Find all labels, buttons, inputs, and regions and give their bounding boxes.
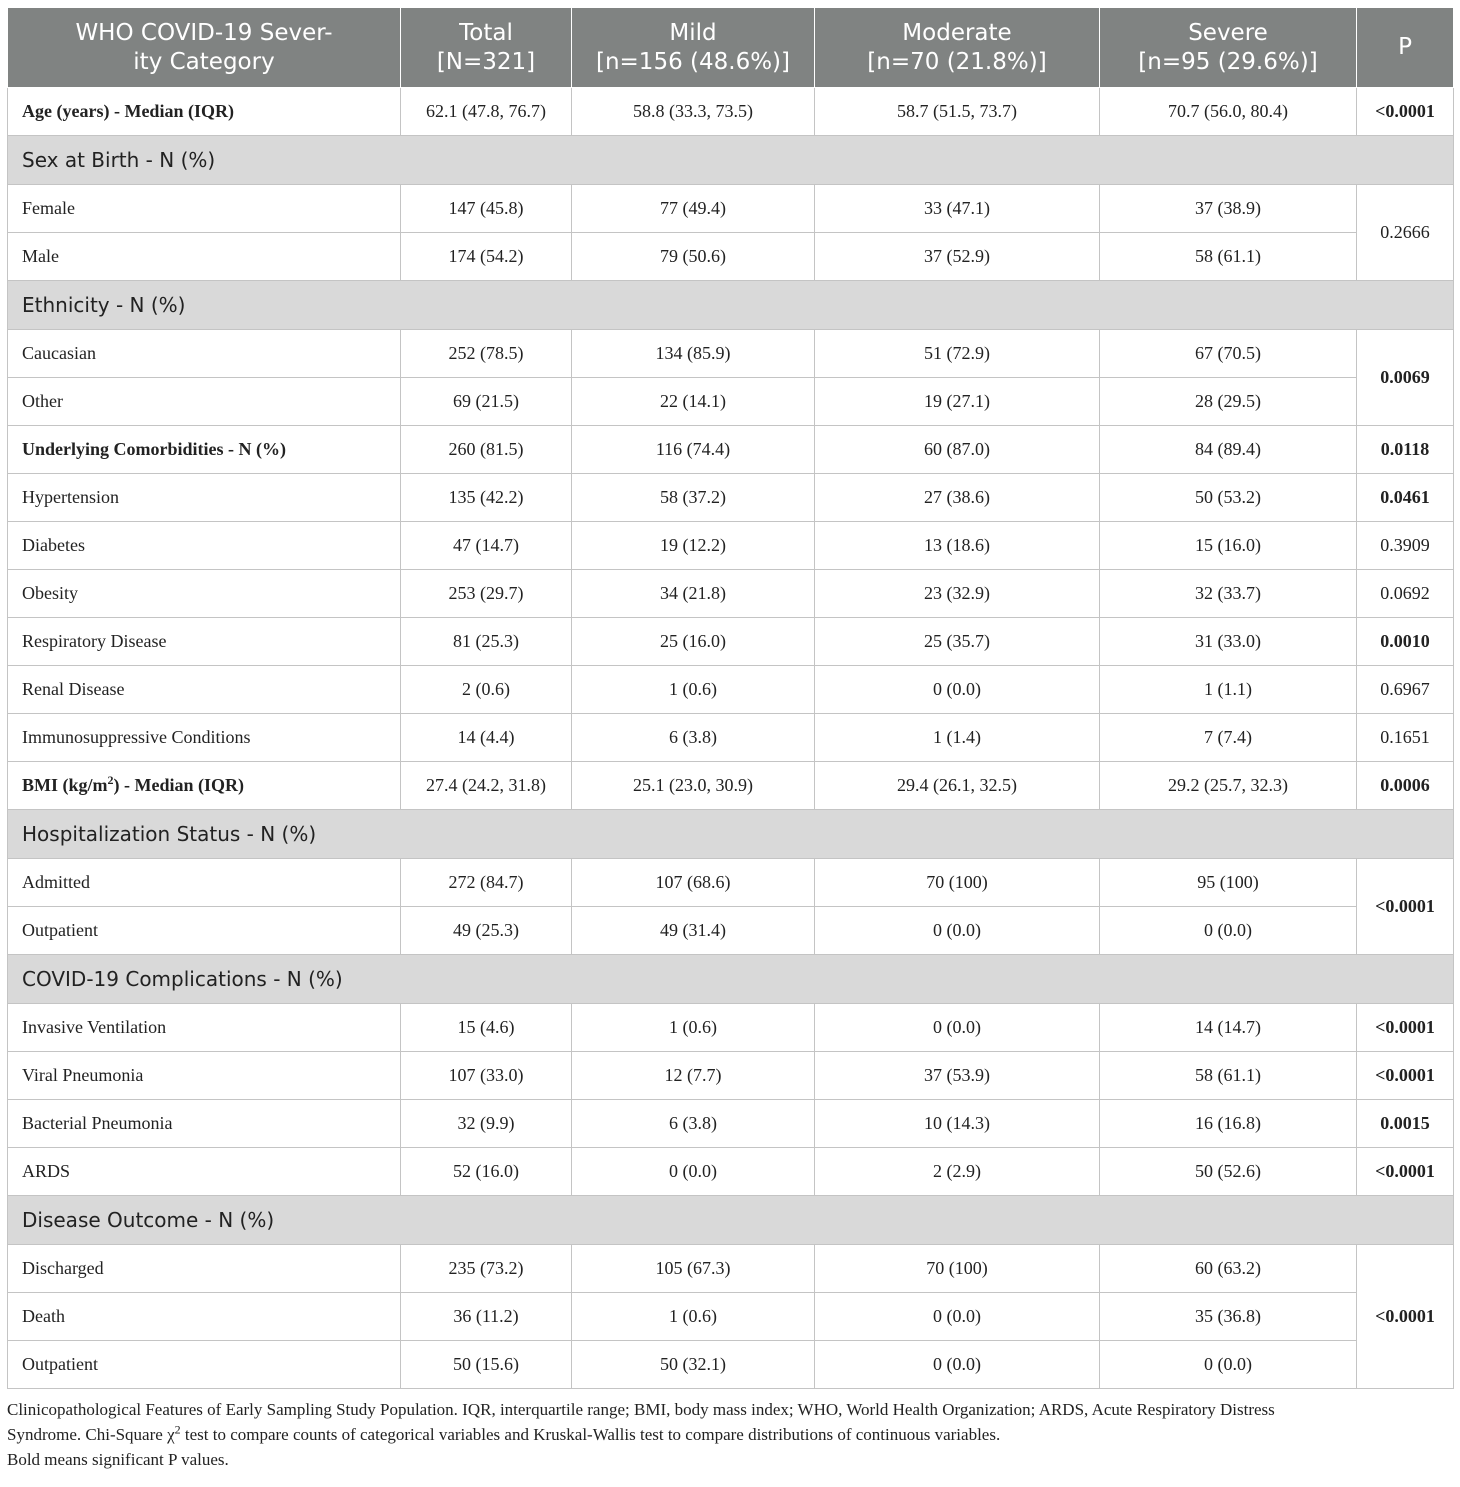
cell-severe: 70.7 (56.0, 80.4) <box>1100 88 1357 136</box>
cell-total: 253 (29.7) <box>401 570 572 618</box>
table-row <box>8 762 1454 810</box>
row-label: Hypertension <box>8 474 401 522</box>
cell-moderate: 0 (0.0) <box>815 1341 1100 1389</box>
cell-moderate: 10 (14.3) <box>815 1100 1100 1148</box>
section-complications: COVID-19 Complications - N (%) <box>8 955 1454 1004</box>
cell-moderate: 51 (72.9) <box>815 330 1100 378</box>
cell-moderate: 37 (52.9) <box>815 233 1100 281</box>
table-container <box>7 7 1453 1472</box>
cell-mild: 58 (37.2) <box>572 474 815 522</box>
cell-moderate: 25 (35.7) <box>815 618 1100 666</box>
cell-total: 49 (25.3) <box>401 907 572 955</box>
table-row <box>8 859 1454 907</box>
row-label: Caucasian <box>8 330 401 378</box>
cell-mild: 134 (85.9) <box>572 330 815 378</box>
header-moderate: Moderate [n=70 (21.8%)] <box>815 8 1100 88</box>
cell-mild: 25 (16.0) <box>572 618 815 666</box>
cell-moderate: 0 (0.0) <box>815 666 1100 714</box>
cell-total: 235 (73.2) <box>401 1245 572 1293</box>
row-label: Diabetes <box>8 522 401 570</box>
table-row <box>8 1004 1454 1052</box>
table-row <box>8 1245 1454 1293</box>
section-row <box>8 955 1454 1004</box>
cell-mild: 0 (0.0) <box>572 1148 815 1196</box>
row-label: Outpatient <box>8 907 401 955</box>
header-total: Total [N=321] <box>401 8 572 88</box>
table-row <box>8 185 1454 233</box>
cell-mild: 6 (3.8) <box>572 1100 815 1148</box>
header-row <box>8 8 1454 88</box>
row-label: Other <box>8 378 401 426</box>
cell-mild: 49 (31.4) <box>572 907 815 955</box>
cell-severe: 35 (36.8) <box>1100 1293 1357 1341</box>
cell-total: 81 (25.3) <box>401 618 572 666</box>
row-label: Female <box>8 185 401 233</box>
cell-total: 62.1 (47.8, 76.7) <box>401 88 572 136</box>
cell-total: 27.4 (24.2, 31.8) <box>401 762 572 810</box>
cell-total: 69 (21.5) <box>401 378 572 426</box>
header-severe: Severe [n=95 (29.6%)] <box>1100 8 1357 88</box>
row-label: Invasive Ventilation <box>8 1004 401 1052</box>
cell-p: <0.0001 <box>1357 1052 1454 1100</box>
table-row <box>8 1293 1454 1341</box>
footnote-line: Bold means significant P values. <box>7 1450 229 1469</box>
cell-p: 0.0069 <box>1357 330 1454 426</box>
cell-p: 0.0015 <box>1357 1100 1454 1148</box>
row-label: Obesity <box>8 570 401 618</box>
cell-severe: 16 (16.8) <box>1100 1100 1357 1148</box>
cell-moderate: 23 (32.9) <box>815 570 1100 618</box>
cell-mild: 12 (7.7) <box>572 1052 815 1100</box>
cell-mild: 1 (0.6) <box>572 1293 815 1341</box>
cell-severe: 28 (29.5) <box>1100 378 1357 426</box>
section-row <box>8 810 1454 859</box>
cell-moderate: 13 (18.6) <box>815 522 1100 570</box>
footnote-line: Clinicopathological Features of Early Sampling Study Population. IQR, interquartile range; BMI, body mass index; WHO, World Health Organization; ARDS, Acute Respiratory Distress <box>7 1400 1275 1419</box>
cell-severe: 95 (100) <box>1100 859 1357 907</box>
row-label: Renal Disease <box>8 666 401 714</box>
cell-p: 0.6967 <box>1357 666 1454 714</box>
cell-p: 0.0692 <box>1357 570 1454 618</box>
row-label: Admitted <box>8 859 401 907</box>
cell-mild: 34 (21.8) <box>572 570 815 618</box>
table-row <box>8 618 1454 666</box>
row-label: Immunosuppressive Conditions <box>8 714 401 762</box>
cell-mild: 25.1 (23.0, 30.9) <box>572 762 815 810</box>
cell-total: 147 (45.8) <box>401 185 572 233</box>
header-mild: Mild [n=156 (48.6%)] <box>572 8 815 88</box>
cell-moderate: 70 (100) <box>815 859 1100 907</box>
cell-severe: 14 (14.7) <box>1100 1004 1357 1052</box>
row-label: Age (years) - Median (IQR) <box>8 88 401 136</box>
cell-total: 260 (81.5) <box>401 426 572 474</box>
cell-severe: 60 (63.2) <box>1100 1245 1357 1293</box>
cell-p: <0.0001 <box>1357 1245 1454 1389</box>
table-row <box>8 714 1454 762</box>
cell-p: <0.0001 <box>1357 1148 1454 1196</box>
row-label: Respiratory Disease <box>8 618 401 666</box>
cell-p: 0.0461 <box>1357 474 1454 522</box>
cell-total: 36 (11.2) <box>401 1293 572 1341</box>
row-label: Discharged <box>8 1245 401 1293</box>
cell-moderate: 29.4 (26.1, 32.5) <box>815 762 1100 810</box>
cell-severe: 50 (52.6) <box>1100 1148 1357 1196</box>
cell-moderate: 0 (0.0) <box>815 1293 1100 1341</box>
table-row <box>8 233 1454 281</box>
section-ethnicity: Ethnicity - N (%) <box>8 281 1454 330</box>
cell-mild: 58.8 (33.3, 73.5) <box>572 88 815 136</box>
cell-mild: 116 (74.4) <box>572 426 815 474</box>
cell-mild: 6 (3.8) <box>572 714 815 762</box>
row-label: BMI $(kg/m^2)$ - Median (IQR) <box>8 762 401 810</box>
cell-mild: 107 (68.6) <box>572 859 815 907</box>
cell-p: 0.2666 <box>1357 185 1454 281</box>
table-row <box>8 426 1454 474</box>
cell-total: 47 (14.7) <box>401 522 572 570</box>
footnote-line: Syndrome. Chi-Square $\chi^2$ test to compare counts of categorical variables and Kruskal-Wallis test to compare distributions of continuous variables. <box>7 1422 1001 1444</box>
cell-total: 50 (15.6) <box>401 1341 572 1389</box>
cell-severe: 0 (0.0) <box>1100 907 1357 955</box>
cell-p: <0.0001 <box>1357 1004 1454 1052</box>
table-row <box>8 474 1454 522</box>
cell-mild: 1 (0.6) <box>572 1004 815 1052</box>
cell-mild: 19 (12.2) <box>572 522 815 570</box>
cell-mild: 22 (14.1) <box>572 378 815 426</box>
cell-total: 272 (84.7) <box>401 859 572 907</box>
table-row <box>8 378 1454 426</box>
cell-severe: 58 (61.1) <box>1100 233 1357 281</box>
cell-severe: 15 (16.0) <box>1100 522 1357 570</box>
header-category: WHO COVID-19 Sever- ity Category <box>8 8 401 88</box>
cell-mild: 50 (32.1) <box>572 1341 815 1389</box>
cell-total: 32 (9.9) <box>401 1100 572 1148</box>
table-row <box>8 330 1454 378</box>
cell-mild: 105 (67.3) <box>572 1245 815 1293</box>
cell-severe: 0 (0.0) <box>1100 1341 1357 1389</box>
cell-total: 252 (78.5) <box>401 330 572 378</box>
cell-moderate: 0 (0.0) <box>815 907 1100 955</box>
cell-severe: 31 (33.0) <box>1100 618 1357 666</box>
section-row <box>8 136 1454 185</box>
cell-moderate: 19 (27.1) <box>815 378 1100 426</box>
cell-total: 174 (54.2) <box>401 233 572 281</box>
cell-mild: 1 (0.6) <box>572 666 815 714</box>
row-label: Underlying Comorbidities - N (%) <box>8 426 401 474</box>
cell-moderate: 70 (100) <box>815 1245 1100 1293</box>
row-label: Death <box>8 1293 401 1341</box>
cell-total: 135 (42.2) <box>401 474 572 522</box>
table-row <box>8 1100 1454 1148</box>
clinical-features-table <box>7 7 1454 1389</box>
cell-mild: 77 (49.4) <box>572 185 815 233</box>
cell-p: 0.0118 <box>1357 426 1454 474</box>
table-row <box>8 666 1454 714</box>
row-label: Bacterial Pneumonia <box>8 1100 401 1148</box>
row-label: ARDS <box>8 1148 401 1196</box>
cell-p: 0.1651 <box>1357 714 1454 762</box>
row-label: Viral Pneumonia <box>8 1052 401 1100</box>
cell-moderate: 27 (38.6) <box>815 474 1100 522</box>
cell-moderate: 33 (47.1) <box>815 185 1100 233</box>
cell-total: 107 (33.0) <box>401 1052 572 1100</box>
cell-severe: 1 (1.1) <box>1100 666 1357 714</box>
cell-moderate: 58.7 (51.5, 73.7) <box>815 88 1100 136</box>
table-row <box>8 907 1454 955</box>
cell-severe: 58 (61.1) <box>1100 1052 1357 1100</box>
cell-severe: 50 (53.2) <box>1100 474 1357 522</box>
cell-moderate: 37 (53.9) <box>815 1052 1100 1100</box>
cell-severe: 32 (33.7) <box>1100 570 1357 618</box>
table-row <box>8 88 1454 136</box>
cell-severe: 37 (38.9) <box>1100 185 1357 233</box>
section-row <box>8 281 1454 330</box>
cell-p: 0.0010 <box>1357 618 1454 666</box>
section-sex: Sex at Birth - N (%) <box>8 136 1454 185</box>
cell-moderate: 1 (1.4) <box>815 714 1100 762</box>
cell-total: 14 (4.4) <box>401 714 572 762</box>
section-outcome: Disease Outcome - N (%) <box>8 1196 1454 1245</box>
section-row <box>8 1196 1454 1245</box>
cell-severe: 7 (7.4) <box>1100 714 1357 762</box>
table-row <box>8 1148 1454 1196</box>
cell-mild: 79 (50.6) <box>572 233 815 281</box>
table-row <box>8 1052 1454 1100</box>
cell-moderate: 60 (87.0) <box>815 426 1100 474</box>
row-label: Male <box>8 233 401 281</box>
cell-total: 52 (16.0) <box>401 1148 572 1196</box>
table-row <box>8 522 1454 570</box>
cell-severe: 84 (89.4) <box>1100 426 1357 474</box>
cell-moderate: 0 (0.0) <box>815 1004 1100 1052</box>
cell-p: 0.3909 <box>1357 522 1454 570</box>
cell-p: <0.0001 <box>1357 88 1454 136</box>
cell-total: 2 (0.6) <box>401 666 572 714</box>
row-label: Outpatient <box>8 1341 401 1389</box>
table-row <box>8 1341 1454 1389</box>
cell-p: <0.0001 <box>1357 859 1454 955</box>
table-row <box>8 570 1454 618</box>
cell-p: 0.0006 <box>1357 762 1454 810</box>
table-footnote <box>7 1397 1453 1472</box>
cell-moderate: 2 (2.9) <box>815 1148 1100 1196</box>
cell-severe: 67 (70.5) <box>1100 330 1357 378</box>
cell-severe: 29.2 (25.7, 32.3) <box>1100 762 1357 810</box>
header-p: P <box>1357 8 1454 88</box>
section-hospitalization: Hospitalization Status - N (%) <box>8 810 1454 859</box>
cell-total: 15 (4.6) <box>401 1004 572 1052</box>
